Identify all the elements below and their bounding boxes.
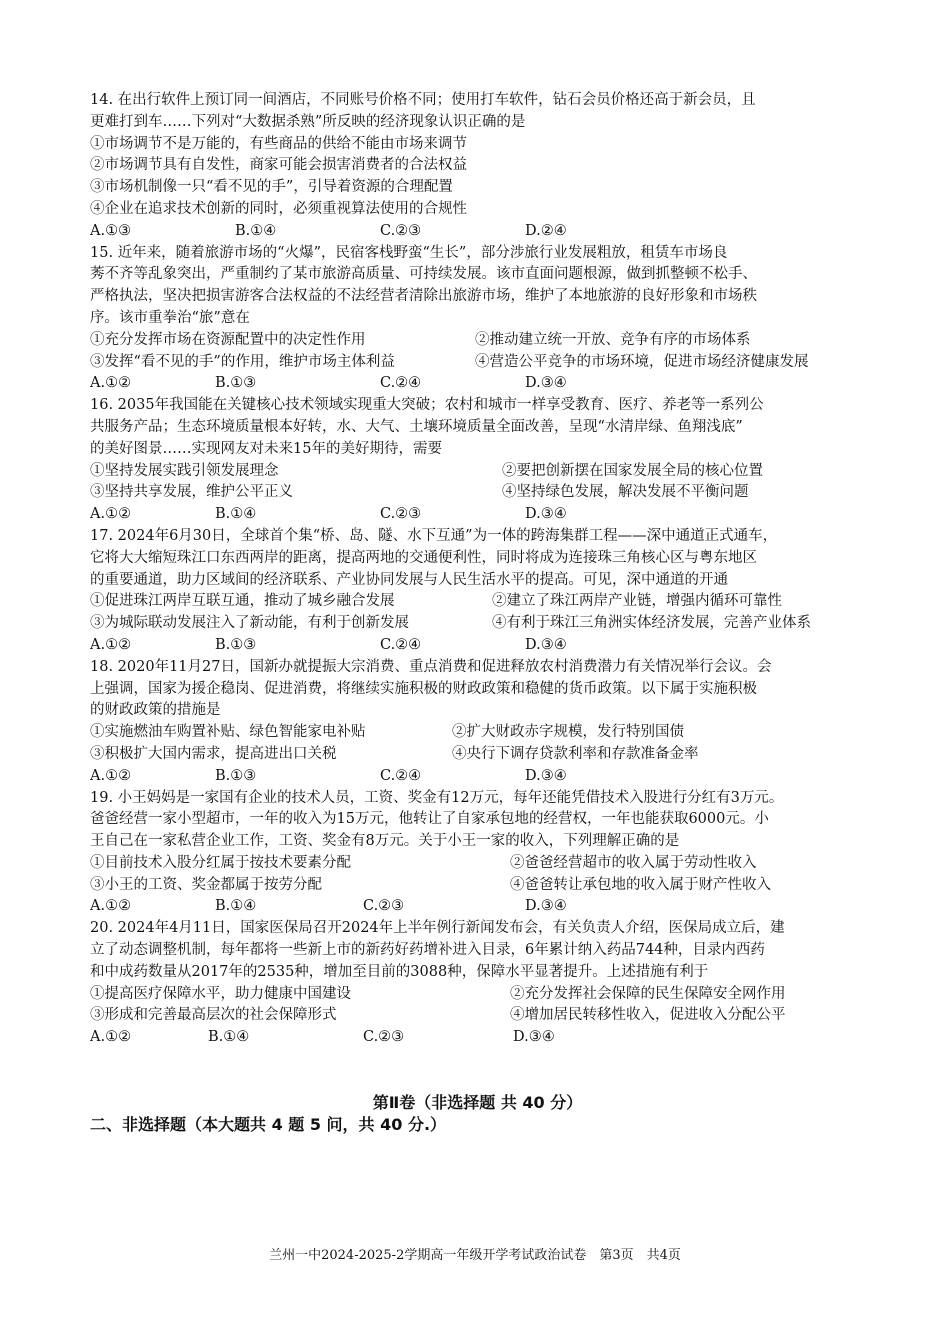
exam-page: [90, 90, 865, 1136]
statement-item: ③小王的工资、奖金都属于按劳分配: [90, 876, 322, 893]
option-a: A.①②: [90, 1029, 132, 1046]
option-d: D.②④: [525, 222, 567, 239]
question-stem: 和中成药数量从2017年的2535种，增加至目前的3088种，保障水平显著提升。上述措施有利于: [90, 963, 709, 980]
option-d: D.③④: [525, 898, 567, 915]
question-stem: 16. 2035年我国能在关键核心技术领域实现重大突破；农村和城市一样享受教育、医疗、养老等一系列公: [90, 397, 764, 414]
statement-item: ①实施燃油车购置补贴、绿色智能家电补贴: [90, 724, 366, 741]
statement-row: [90, 1005, 865, 1027]
option-d: D.③④: [525, 375, 567, 392]
question-18: [90, 657, 865, 788]
question-stem: 的重要通道，助力区域间的经济联系、产业协同发展与人民生活水平的提高。可见，深中通道的开通: [90, 571, 728, 588]
answer-options: [90, 896, 865, 918]
statement-row: [90, 352, 865, 374]
question-stem: 17. 2024年6月30日，全球首个集“桥、岛、隧、水下互通”为一体的跨海集群工程——深中通道正式通车，: [90, 527, 778, 544]
question-stem: 莠不齐等乱象突出，严重制约了某市旅游高质量、可持续发展。该市直面问题根源，做到抓整顿不松手、: [90, 266, 757, 283]
question-14: [90, 90, 865, 243]
statement-item: ①坚持发展实践引领发展理念: [90, 462, 279, 479]
option-c: C.②③: [380, 222, 422, 239]
option-c: C.②③: [380, 506, 422, 523]
statement-item: ①促进珠江两岸互联互通，推动了城乡融合发展: [90, 593, 395, 610]
statement-row: [90, 722, 865, 744]
question-stem: 18. 2020年11月27日，国新办就提振大宗消费、重点消费和促进释放农村消费潜力有关情况举行会议。会: [90, 658, 772, 675]
statement-item: ④有利于珠江三角洲实体经济发展，完善产业体系: [492, 615, 811, 632]
answer-options: [90, 504, 865, 526]
question-stem: 19. 小王妈妈是一家国有企业的技术人员，工资、奖金有12万元，每年还能凭借技术入股进行分红有3万元。: [90, 789, 784, 806]
question-stem: 的财政政策的措施是: [90, 702, 221, 719]
statement-row: [90, 461, 865, 483]
statement-item: ②充分发挥社会保障的民生保障安全网作用: [510, 985, 786, 1002]
option-d: D.③④: [513, 1029, 555, 1046]
statement-item: ②扩大财政赤字规模，发行特别国债: [452, 724, 684, 741]
statement-row: [90, 875, 865, 897]
statement-row: [90, 482, 865, 504]
option-d: D.③④: [525, 636, 567, 653]
option-b: B.①④: [208, 1029, 250, 1046]
section-2-title: 第Ⅱ卷（非选择题 共 40 分）: [372, 1093, 583, 1113]
statement-item: ②市场调节具有自发性，商家可能会损害消费者的合法权益: [90, 157, 467, 174]
option-a: A.①②: [90, 636, 132, 653]
question-17: [90, 526, 865, 657]
option-d: D.③④: [525, 767, 567, 784]
question-stem: 的美好图景……实现网友对未来15年的美好期待，需要: [90, 440, 442, 457]
question-stem: 立了动态调整机制，每年都将一些新上市的新药好药增补进入目录，6年累计纳入药品744种，目录内西药: [90, 942, 765, 959]
option-c: C.②④: [380, 375, 422, 392]
question-stem: 上强调，国家为援企稳岗、促进消费，将继续实施积极的财政政策和稳健的货币政策。以下属于实施积极: [90, 680, 757, 697]
statement-item: ①提高医疗保障水平，助力健康中国建设: [90, 985, 351, 1002]
statement-row: [90, 330, 865, 352]
answer-options: [90, 766, 865, 788]
statement-item: ③积极扩大国内需求，提高进出口关税: [90, 745, 337, 762]
section-2-heading: 二、非选择题（本大题共 4 题 5 问，共 40 分.）: [90, 1115, 447, 1135]
question-15: [90, 243, 865, 396]
question-19: [90, 788, 865, 919]
answer-options: [90, 373, 865, 395]
option-a: A.①②: [90, 898, 132, 915]
question-stem: 严格执法，坚决把损害游客合法权益的不法经营者清除出旅游市场，维护了本地旅游的良好形象和市场秩: [90, 288, 757, 305]
option-a: A.①③: [90, 222, 132, 239]
option-b: B.①③: [215, 767, 257, 784]
option-b: B.①④: [215, 506, 257, 523]
question-stem: 序。该市重拳治“旅”意在: [90, 309, 250, 326]
question-stem: 它将大大缩短珠江口东西两岸的距离，提高两地的交通便利性，同时将成为连接珠三角核心区与粤东地区: [90, 549, 757, 566]
question-stem: 15. 近年来，随着旅游市场的“火爆”，民宿客栈野蛮“生长”，部分涉旅行业发展粗放，租赁车市场良: [90, 244, 728, 261]
option-a: A.①②: [90, 506, 132, 523]
question-stem: 更难打到车……下列对“大数据杀熟”所反映的经济现象认识正确的是: [90, 113, 526, 130]
statement-item: ③形成和完善最高层次的社会保障形式: [90, 1007, 337, 1024]
question-16: [90, 395, 865, 526]
statement-item: ②建立了珠江两岸产业链，增强内循环可靠性: [492, 593, 782, 610]
statement-item: ④营造公平竞争的市场环境，促进市场经济健康发展: [475, 353, 809, 370]
question-stem: 20. 2024年4月11日，国家医保局召开2024年上半年例行新闻发布会，有关负责人介绍，医保局成立后，建: [90, 920, 785, 937]
option-a: A.①②: [90, 375, 132, 392]
question-20: [90, 918, 865, 1049]
statement-item: ④增加居民转移性收入，促进收入分配公平: [510, 1007, 786, 1024]
answer-options: [90, 1027, 865, 1049]
statement-item: ④坚持绿色发展，解决发展不平衡问题: [502, 484, 749, 501]
statement-item: ①充分发挥市场在资源配置中的决定性作用: [90, 331, 366, 348]
statement-item: ③坚持共享发展，维护公平正义: [90, 484, 293, 501]
answer-options: [90, 221, 865, 243]
option-d: D.③④: [525, 506, 567, 523]
statement-item: ②推动建立统一开放、竞争有序的市场体系: [475, 331, 751, 348]
option-b: B.①③: [215, 636, 257, 653]
answer-options: [90, 635, 865, 657]
question-stem: 爸爸经营一家小型超市，一年的收入为15万元，他转让了自家承包地的经营权，一年也能获取6000元。小: [90, 811, 769, 828]
option-b: B.①③: [215, 375, 257, 392]
option-c: C.②④: [380, 636, 422, 653]
option-b: B.①④: [215, 898, 257, 915]
statement-item: ①市场调节不是万能的，有些商品的供给不能由市场来调节: [90, 135, 467, 152]
page-footer: 兰州一中2024-2025-2学期高一年级开学考试政治试卷 第3页 共4页: [269, 1248, 681, 1263]
question-stem: 共服务产品；生态环境质量根本好转，水、大气、土壤环境质量全面改善，呈现“水清岸绿、鱼翔浅底”: [90, 418, 743, 435]
statement-item: ①目前技术入股分红属于按技术要素分配: [90, 854, 351, 871]
statement-row: [90, 853, 865, 875]
option-c: C.②④: [380, 767, 422, 784]
question-stem: 14. 在出行软件上预订同一间酒店，不同账号价格不同；使用打车软件，钻石会员价格还高于新会员，且: [90, 92, 756, 108]
option-c: C.②③: [363, 898, 405, 915]
statement-item: ③市场机制像一只“看不见的手”，引导着资源的合理配置: [90, 179, 453, 196]
statement-row: [90, 613, 865, 635]
statement-item: ④央行下调存贷款利率和存款准备金率: [452, 745, 699, 762]
statement-item: ②爸爸经营超市的收入属于劳动性收入: [510, 854, 757, 871]
statement-row: [90, 744, 865, 766]
option-a: A.①②: [90, 767, 132, 784]
statement-item: ③为城际联动发展注入了新动能，有利于创新发展: [90, 615, 409, 632]
statement-row: [90, 591, 865, 613]
option-b: B.①④: [235, 222, 277, 239]
statement-item: ④爸爸转让承包地的收入属于财产性收入: [510, 876, 771, 893]
option-c: C.②③: [363, 1029, 405, 1046]
statement-item: ③发挥“看不见的手”的作用，维护市场主体利益: [90, 353, 395, 370]
statement-item: ④企业在追求技术创新的同时，必须重视算法使用的合规性: [90, 200, 467, 217]
question-stem: 王自己在一家私营企业工作，工资、奖金有8万元。关于小王一家的收入，下列理解正确的是: [90, 833, 680, 850]
statement-item: ②要把创新摆在国家发展全局的核心位置: [502, 462, 763, 479]
statement-row: [90, 984, 865, 1006]
